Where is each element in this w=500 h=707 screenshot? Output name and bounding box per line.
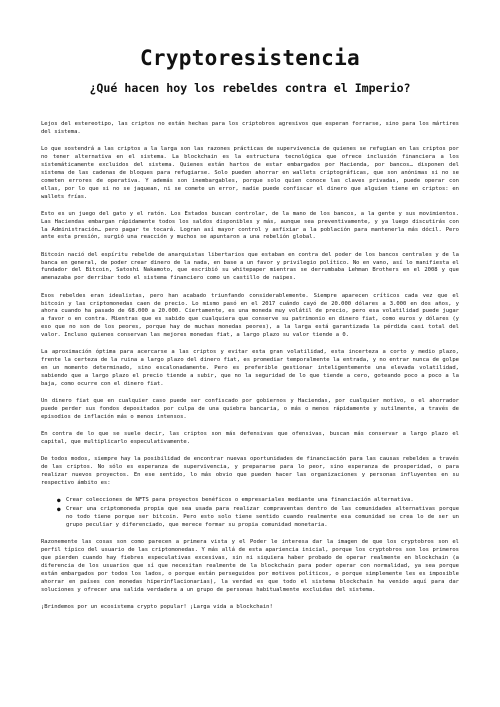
document-subtitle: ¿Qué hacen hoy los rebeldes contra el Imperio? bbox=[89, 81, 411, 95]
list-item bbox=[57, 497, 459, 505]
paragraph-3: Esto es un juego del gato y el ratón. Los Estados buscan controlar, de la mano de los bancos, a la gente y sus movimientos. Las Haciendas embargan rápidamente todos los saldos disponibles y más, aunque sea preventivamente, y ya luego discutirás con la Administración… pero pagar te tocará. Logran así mayor control y asfixiar a la población para mantenerla más dócil. Pero ante esta presión, surgió una reacción y muchos se apuntaron a una rebelión global. bbox=[41, 210, 459, 241]
list-item-text: Crear una criptomoneda propia que sea usada para realizar compraventas dentro de las comunidades alternativas porque no todo tiene porque ser bitcoin. Pero esto solo tiene sentido cuando realmente esa comunidad se crea lo de ser un grupo peculiar y diferenciado, que merece formar su propia comunidad monetaria. bbox=[66, 506, 459, 528]
document-title: Cryptoresistencia bbox=[139, 46, 361, 70]
closing-paragraph: Razonemente las cosas son como parecen a primera vista y el Poder le interesa dar la imagen de que los cryptobros son el perfil típico del usuario de las criptomonedas. Y más allá de esta apariencia inicial, porque los cryptobros son los primeros que pierden cuando hay fiebres especulativas excesivas, sin ni siquiera haber probado de operar realmente en blockchain (a diferencia de los usuarios que sí que necesitan realmente de la blockchain para poder operar con normalidad, ya sea porque están embargados por todos los lados, o porque están perseguidos por motivos políticos, o porque simplemente les es imposible ahorrar en países con monedas hiperinflacionarias), la verdad es que todo el sistema blockchain ha venido aquí para dar soluciones y ofrecer una salida verdadera a un grupo de personas habitualmente excluidas del sistema. bbox=[41, 539, 459, 593]
paragraph-9: De todos modos, siempre hay la posibilidad de encontrar nuevas oportunidades de financiación para las causas rebeldes a través de las criptos. No sólo es esperanza de supervivencia, y prepararse para lo peor, sino esperanza de prosperidad, o para realizar nuevos proyectos. En ese sentido, lo más obvio que pueden hacer las organizaciones y personas influyentes en su respectivo ámbito es: bbox=[41, 456, 459, 486]
paragraph-5: Esos rebeldes eran idealistas, pero han acabado triunfando considerablemente. Siempre aparecen críticos cada vez que el bitcoin y las criptomonedas caen de precio. Lo mismo pasó en el 2017 cuándo cayó de 20.000 dólares a 3.000 en dos años, y ahora cuando ha pasado de 68.000 a 20.000. Ciertamente, es una moneda muy volátil de precio, pero esa volatilidad puede jugar a favor o en contra. Mientras que es sabido que cualquiera que conserve su patrimonio en dinero fiat, como euros y dólares (y eso que no son de los peores, porque hay de muchas monedas peores), a la larga está garantizada la pérdida casi total del valor. Incluso quienes conservan las mejores monedas fiat, a largo plazo su valor tiende a 0. bbox=[41, 292, 459, 339]
bullet-dot-icon: ● bbox=[57, 506, 61, 514]
final-line: ¡Brindemos por un ecosistema crypto popular! ¡Larga vida a blockchain! bbox=[41, 603, 273, 610]
paragraph-1: Lejos del estereotipo, las criptos no están hechas para los criptobros agresivos que esperan forrarse, sino para los mártires del sistema. bbox=[41, 121, 459, 135]
list-item bbox=[57, 506, 459, 530]
bullet-dot-icon: ● bbox=[57, 497, 61, 505]
document-body bbox=[41, 121, 459, 612]
bullet-list bbox=[41, 497, 459, 530]
paragraph-8: En contra de lo que se suele decir, las criptos son más defensivas que ofensivas, buscan más conservar a largo plazo el capital, que multiplicarlo especulativamente. bbox=[41, 431, 459, 446]
paragraph-2: Lo que sostendrá a las criptos a la larga son las razones prácticas de supervivencia de quienes se refugian en las criptos por no tener alternativa en el sistema. La blockchain es la estructura tecnológica que ofrece inclusión financiera a los sistemáticamente excluidos del sistema. Quienes están hartos de estar embargados por Hacienda, por bancos… disponen del sistema de las cadenas de bloques para refugiarse. Solo pueden ahorrar en wallets criptográficas, que son anónimas si no se cometen errores de operativa. Y además son inembargables, porque solo quien conoce las claves privadas, puede operar con ellas, por lo que si no se jaquean, ni se comete un error, nadie puede confiscar el dinero que alguien tiene en criptos: en wallets frías. bbox=[41, 146, 459, 200]
paragraph-6: La aproximación óptima para acercarse a las criptos y evitar esta gran volatilidad, esta incerteza a corto y medio plazo, frente la certeza de la ruina a largo plazo del dinero fiat, es promediar temporalmente la entrada, y no entrar nunca de golpe en un momento determinado, sino escalonadamente. Pero es preferible gestionar inteligentemente una elevada volatilidad, sabiendo que a largo plazo el precio tiende a subir, que no la seguridad de lo que tiende a cero, goteando poco a poco a la baja, como ocurre con el dinero fiat. bbox=[41, 349, 459, 387]
paragraph-4: Bitcoin nació del espíritu rebelde de anarquistas libertarios que estaban en contra del poder de los bancos centrales y de la banca en general, de poder crear dinero de la nada, en base a un favor y privilegio político. No en vano, así lo manifiesta el fundador del Bitcoin, Satoshi Nakamoto, que escribió su whitepaper mientras se derrumbaba Lehman Brothers en el 2008 y que amenazaba por derribar todo el sistema financiero como un castillo de naipes. bbox=[41, 251, 459, 282]
list-item-text: Crear colecciones de NFTS para proyectos benéficos o empresariales mediante una financiación alternativa. bbox=[66, 497, 414, 504]
paragraph-7: Un dinero fiat que en cualquier caso puede ser confiscado por gobiernos y Haciendas, por cualquier motivo, o el ahorrador puede perder sus fondos depositados por culpa de una quiebra bancaria, o más o menos rápidamente y sutilmente, a través de episodios de inflación más o menos intensos. bbox=[41, 398, 459, 420]
